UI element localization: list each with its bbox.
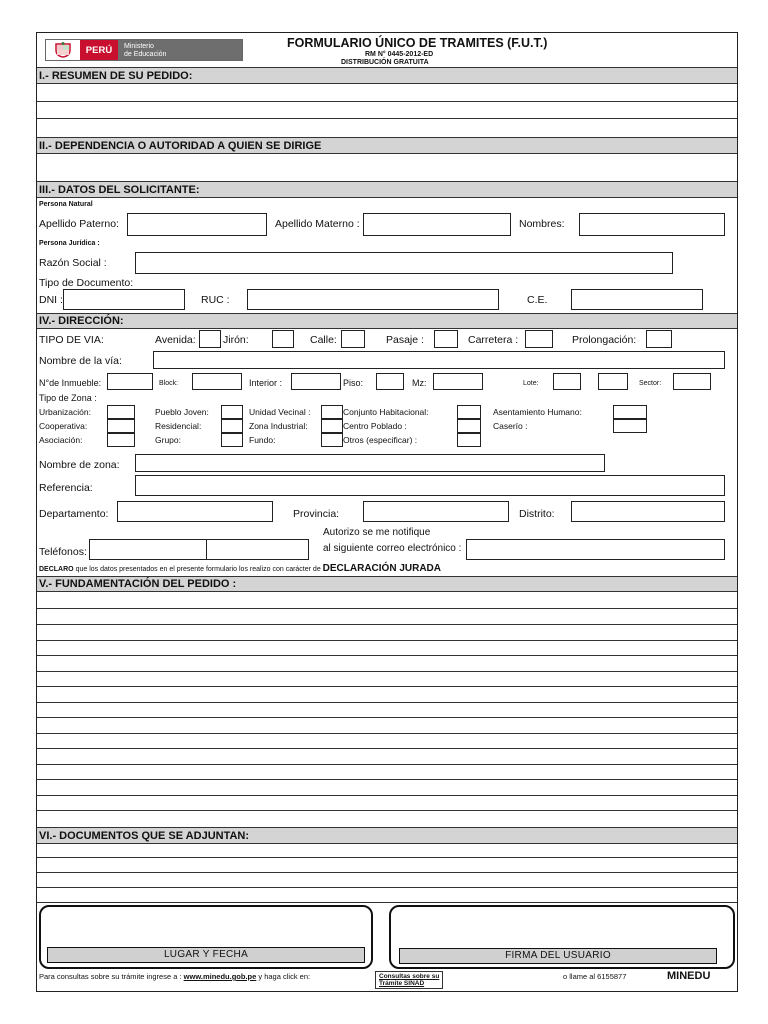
block-label: Block:: [159, 380, 179, 387]
tipo-documento-label: Tipo de Documento:: [39, 277, 134, 289]
provincia-field[interactable]: [363, 501, 509, 522]
otros-label: Otros (especificar) :: [343, 435, 418, 445]
documentos-line[interactable]: [37, 902, 737, 903]
piso-field[interactable]: [376, 373, 404, 390]
apellido-paterno-label: Apellido Paterno:: [39, 218, 119, 230]
apellido-paterno-field[interactable]: [127, 213, 267, 236]
nombres-label: Nombres:: [519, 218, 565, 230]
pasaje-checkbox[interactable]: [434, 330, 458, 348]
section-resumen: I.- RESUMEN DE SU PEDIDO:: [37, 67, 737, 84]
distrito-label: Distrito:: [519, 508, 555, 520]
pueblo-joven-label: Pueblo Joven:: [155, 407, 209, 417]
n-inmueble-label: N°de Inmueble:: [39, 378, 102, 388]
footer-consultas-text: Para consultas sobre su trámite ingrese a :: [39, 972, 184, 981]
fundamentacion-line[interactable]: [37, 671, 737, 672]
logo-ministry-label: [118, 40, 242, 60]
carretera-label: Carretera :: [468, 334, 519, 346]
ce-label: C.E.: [527, 294, 548, 306]
autorizo-line-2: al siguiente correo electrónico :: [323, 543, 462, 554]
fundamentacion-line[interactable]: [37, 810, 737, 811]
avenida-checkbox[interactable]: [199, 330, 221, 348]
fundamentacion-line[interactable]: [37, 779, 737, 780]
departamento-field[interactable]: [117, 501, 273, 522]
documentos-line[interactable]: [37, 872, 737, 873]
asociacion-label: Asociación:: [39, 435, 83, 445]
fundamentacion-line[interactable]: [37, 686, 737, 687]
asociacion-checkbox[interactable]: [107, 433, 135, 447]
mz-field[interactable]: [433, 373, 483, 390]
pueblo-joven-checkbox[interactable]: [221, 405, 243, 419]
piso-label: Piso:: [343, 378, 364, 388]
telefono-1-field[interactable]: [89, 539, 207, 560]
zona-industrial-label: Zona Industrial:: [249, 421, 308, 431]
minedu-website-link[interactable]: www.minedu.gob.pe: [183, 972, 257, 981]
fundamentacion-line[interactable]: [37, 795, 737, 796]
logo-ministry-line-1: Ministerio: [124, 43, 154, 50]
referencia-label: Referencia:: [39, 482, 93, 494]
persona-natural-label: Persona Natural: [39, 201, 93, 208]
fut-form: [36, 32, 738, 992]
minedu-logo: [45, 39, 243, 61]
email-field[interactable]: [466, 539, 725, 560]
carretera-checkbox[interactable]: [525, 330, 553, 348]
form-rm: RM N° 0445-2012-ED: [365, 51, 434, 58]
persona-juridica-label: Persona Jurídica :: [39, 240, 100, 247]
documentos-line[interactable]: [37, 887, 737, 888]
residencial-label: Residencial:: [155, 421, 202, 431]
prolongacion-label: Prolongación:: [572, 334, 637, 346]
razon-social-label: Razón Social :: [39, 257, 107, 269]
consultas-sinad-line-1: Consultas sobre su: [379, 973, 440, 980]
firma-usuario-label: FIRMA DEL USUARIO: [399, 948, 717, 964]
grupo-checkbox[interactable]: [221, 433, 243, 447]
apellido-materno-label: Apellido Materno :: [275, 218, 360, 230]
tipo-via-label: TIPO DE VIA:: [39, 334, 104, 346]
resumen-line[interactable]: [37, 101, 737, 102]
declaro-bold: DECLARO: [39, 566, 74, 573]
section-documentos: VI.- DOCUMENTOS QUE SE ADJUNTAN:: [37, 827, 737, 844]
nombre-via-label: Nombre de la vía:: [39, 355, 122, 367]
dni-field[interactable]: [63, 289, 185, 310]
lugar-fecha-label: LUGAR Y FECHA: [47, 947, 365, 963]
resumen-line[interactable]: [37, 118, 737, 119]
caserio-checkbox[interactable]: [613, 419, 647, 433]
fundamentacion-line[interactable]: [37, 717, 737, 718]
ruc-field[interactable]: [247, 289, 499, 310]
footer-brand: MINEDU: [667, 970, 711, 982]
centro-poblado-label: Centro Poblado :: [343, 421, 407, 431]
asentamiento-humano-label: Asentamiento Humano:: [493, 407, 582, 417]
fundamentacion-line[interactable]: [37, 764, 737, 765]
pasaje-label: Pasaje :: [386, 334, 424, 346]
residencial-checkbox[interactable]: [221, 419, 243, 433]
otros-checkbox[interactable]: [457, 433, 481, 447]
calle-label: Calle:: [310, 334, 337, 346]
departamento-label: Departamento:: [39, 508, 109, 520]
fundamentacion-line[interactable]: [37, 655, 737, 656]
footer-consultas: [39, 973, 310, 981]
unidad-vecinal-label: Unidad Vecinal :: [249, 407, 311, 417]
fundamentacion-line[interactable]: [37, 748, 737, 749]
km-field[interactable]: [598, 373, 628, 390]
autorizo-line-1: Autorizo se me notifique: [323, 527, 431, 538]
section-direccion: IV.- DIRECCIÓN:: [37, 313, 737, 329]
lote-field[interactable]: [553, 373, 581, 390]
telefonos-label: Teléfonos:: [39, 546, 87, 558]
razon-social-field[interactable]: [135, 252, 673, 274]
cooperativa-label: Cooperativa:: [39, 421, 88, 431]
mz-label: Mz:: [412, 378, 427, 388]
zona-industrial-checkbox[interactable]: [321, 419, 343, 433]
calle-checkbox[interactable]: [341, 330, 365, 348]
fundamentacion-line[interactable]: [37, 624, 737, 625]
asentamiento-humano-checkbox[interactable]: [613, 405, 647, 419]
jiron-label: Jirón:: [223, 334, 249, 346]
footer-llame: o llame al 6155877: [563, 972, 627, 981]
footer-click-text: y haga click en:: [256, 972, 311, 981]
centro-poblado-checkbox[interactable]: [457, 419, 481, 433]
fundamentacion-line[interactable]: [37, 608, 737, 609]
fundamentacion-line[interactable]: [37, 733, 737, 734]
apellido-materno-field[interactable]: [363, 213, 511, 236]
interior-label: Interior :: [249, 378, 283, 388]
telefono-2-field[interactable]: [206, 539, 309, 560]
fundo-checkbox[interactable]: [321, 433, 343, 447]
nombres-field[interactable]: [579, 213, 725, 236]
prolongacion-checkbox[interactable]: [646, 330, 672, 348]
declaro-statement: [39, 564, 441, 574]
documentos-line[interactable]: [37, 857, 737, 858]
grupo-label: Grupo:: [155, 435, 181, 445]
avenida-label: Avenida:: [155, 334, 196, 346]
declaracion-jurada: DECLARACIÓN JURADA: [322, 563, 441, 574]
form-distribution: DISTRIBUCIÓN GRATUITA: [341, 59, 429, 66]
fundamentacion-line[interactable]: [37, 640, 737, 641]
urbanizacion-checkbox[interactable]: [107, 405, 135, 419]
section-dependencia: II.- DEPENDENCIA O AUTORIDAD A QUIEN SE DIRIGE: [37, 137, 737, 154]
block-field[interactable]: [192, 373, 242, 390]
unidad-vecinal-checkbox[interactable]: [321, 405, 343, 419]
provincia-label: Provincia:: [293, 508, 340, 520]
sector-label: Sector:: [639, 380, 662, 387]
n-inmueble-field[interactable]: [107, 373, 153, 390]
form-title: FORMULARIO ÚNICO DE TRAMITES (F.U.T.): [287, 36, 548, 50]
urbanizacion-label: Urbanización:: [39, 407, 91, 417]
ruc-label: RUC :: [201, 294, 230, 306]
section-solicitante: III.- DATOS DEL SOLICITANTE:: [37, 181, 737, 198]
dni-label: DNI :: [39, 294, 63, 306]
lote-label: Lote:: [523, 380, 539, 387]
sector-field[interactable]: [673, 373, 711, 390]
section-fundamentacion: V.- FUNDAMENTACIÓN DEL PEDIDO :: [37, 576, 737, 592]
nombre-via-field[interactable]: [153, 351, 725, 369]
logo-ministry-line-2: de Educación: [124, 51, 167, 58]
nombre-zona-field[interactable]: [135, 454, 605, 472]
cooperativa-checkbox[interactable]: [107, 419, 135, 433]
caserio-label: Caserío :: [493, 421, 528, 431]
logo-peru-label: PERÚ: [80, 40, 118, 60]
referencia-field[interactable]: [135, 475, 725, 496]
coat-of-arms-icon: [46, 40, 80, 60]
fundo-label: Fundo:: [249, 435, 276, 445]
tipo-zona-label: Tipo de Zona :: [39, 393, 97, 403]
interior-field[interactable]: [291, 373, 341, 390]
jiron-checkbox[interactable]: [272, 330, 294, 348]
distrito-field[interactable]: [571, 501, 725, 522]
nombre-zona-label: Nombre de zona:: [39, 459, 120, 471]
declaro-text: que los datos presentados en el presente formulario los realizo con carácter de: [73, 566, 323, 573]
fundamentacion-line[interactable]: [37, 702, 737, 703]
conjunto-habitacional-label: Conjunto Habitacional:: [343, 407, 429, 417]
conjunto-habitacional-checkbox[interactable]: [457, 405, 481, 419]
consultas-sinad-button[interactable]: [375, 971, 443, 989]
consultas-sinad-line-2: Trámite SINAD: [379, 980, 425, 987]
ce-field[interactable]: [571, 289, 703, 310]
